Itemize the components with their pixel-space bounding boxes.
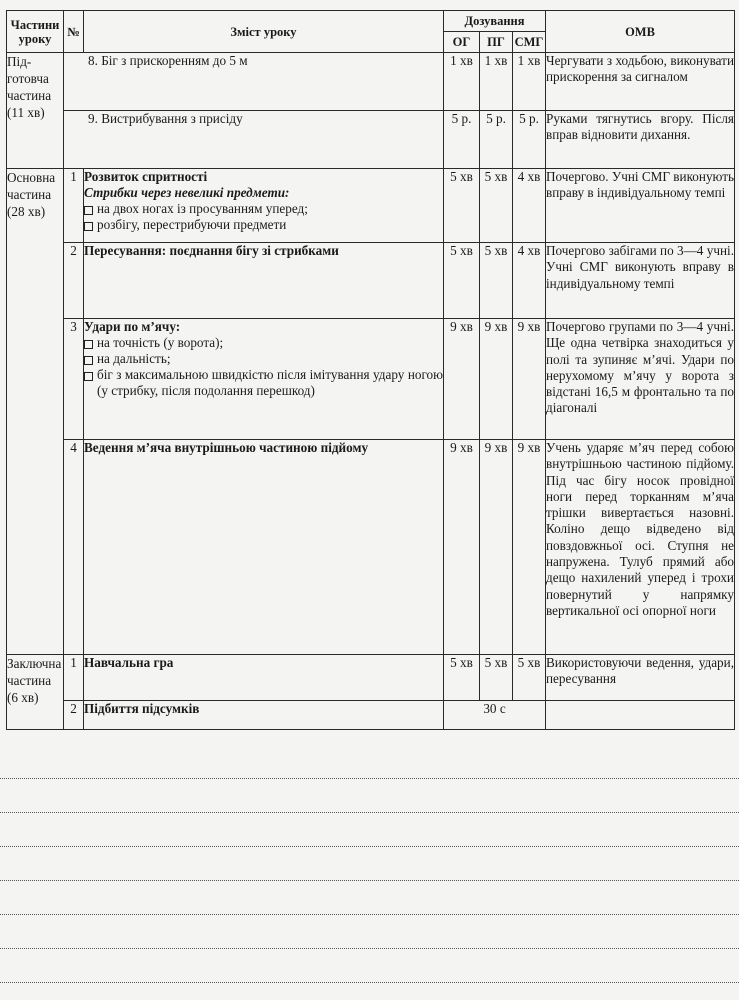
- note-line: [0, 948, 739, 949]
- row-number: 3: [64, 319, 84, 440]
- dose-pg: 5 хв: [480, 169, 513, 243]
- dose-og: 9 хв: [444, 319, 480, 440]
- section-final: Заключна частина (6 хв): [7, 655, 64, 730]
- omv-note: Учень ударяє м’яч перед собою внутрішньою частиною підйому. Під час бігу носок провідної ноги перед торканням м’яча трішки вивертається назовні. Коліно дещо відведено від повздовжньої осі. Ступня не напружена. Тулуб прямий або дещо нахилений уперед і трохи повернутий у напрямку вертикальної осі опорної ноги: [546, 440, 735, 655]
- row-number: 1: [64, 655, 84, 701]
- list-item: розбігу, перестрибуючи предмети: [84, 217, 443, 233]
- dose-pg: 9 хв: [480, 440, 513, 655]
- dose-pg: 9 хв: [480, 319, 513, 440]
- header-parts: Частини уроку: [7, 11, 64, 53]
- dose-smg: 4 хв: [513, 169, 546, 243]
- row-number: 2: [64, 243, 84, 319]
- header-pg: ПГ: [480, 32, 513, 53]
- header-og: ОГ: [444, 32, 480, 53]
- table-row: [7, 169, 735, 243]
- table-row: [7, 243, 735, 319]
- dose-smg: 9 хв: [513, 440, 546, 655]
- row-title: Удари по м’ячу:: [84, 319, 181, 334]
- dose-pg: 1 хв: [480, 53, 513, 111]
- list-item: на двох ногах із просуванням уперед;: [84, 201, 443, 217]
- dose-combined: 30 с: [444, 701, 546, 730]
- section-main: Основна частина (28 хв): [7, 169, 64, 655]
- note-line: [0, 846, 739, 847]
- omv-note: Почергово групами по 3—4 учні. Ще одна четвірка знаходиться у полі та зупиняє м’ячі. Удари по нерухомому м’ячу у ворота з відстані 16,5 м фронтально та по діагоналі: [546, 319, 735, 440]
- section-prep: Підготовча частина (11 хв): [7, 53, 64, 169]
- dose-pg: 5 хв: [480, 243, 513, 319]
- row-title: 9. Вистрибування з присіду: [64, 111, 444, 169]
- list-item: на точність (у ворота);: [84, 335, 443, 351]
- dose-smg: 4 хв: [513, 243, 546, 319]
- dose-og: 1 хв: [444, 53, 480, 111]
- table-row: [7, 701, 735, 730]
- omv-note: [546, 701, 735, 730]
- checkbox-square-icon: [84, 372, 93, 381]
- row-number: 2: [64, 701, 84, 730]
- checkbox-square-icon: [84, 340, 93, 349]
- header-content: Зміст уроку: [84, 11, 444, 53]
- table-row: [7, 53, 735, 111]
- list-item: на дальність;: [84, 351, 443, 367]
- row-title: Ведення м’яча внутрішньою частиною підйому: [84, 440, 444, 655]
- dose-og: 5 хв: [444, 243, 480, 319]
- dose-smg: 1 хв: [513, 53, 546, 111]
- row-title: Навчальна гра: [84, 655, 444, 701]
- checkbox-square-icon: [84, 222, 93, 231]
- dose-og: 5 хв: [444, 169, 480, 243]
- row-title: Розвиток спритності: [84, 169, 208, 184]
- note-line: [0, 812, 739, 813]
- table-row: [7, 655, 735, 701]
- dose-smg: 5 хв: [513, 655, 546, 701]
- note-line: [0, 880, 739, 881]
- omv-note: Чергувати з ходьбою, виконувати прискорення за сигналом: [546, 53, 735, 111]
- omv-note: Почергово. Учні СМГ виконують вправу в індивідуальному темпі: [546, 169, 735, 243]
- checkbox-square-icon: [84, 206, 93, 215]
- omv-note: Використовуючи ведення, удари, пересування: [546, 655, 735, 701]
- row-title: 8. Біг з прискоренням до 5 м: [64, 53, 444, 111]
- row-subtitle: Стрибки через невеликі предмети:: [84, 185, 290, 200]
- row-number: 4: [64, 440, 84, 655]
- note-line: [0, 778, 739, 779]
- row-title: Пересування: поєднання бігу зі стрибками: [84, 243, 444, 319]
- note-line: [0, 914, 739, 915]
- dose-og: 9 хв: [444, 440, 480, 655]
- dose-pg: 5 хв: [480, 655, 513, 701]
- list-item: біг з максимальною швидкістю після імітування удару ногою (у стрибку, після подолання перешкод): [84, 367, 443, 399]
- header-omv: ОМВ: [546, 11, 735, 53]
- dose-pg: 5 р.: [480, 111, 513, 169]
- dose-smg: 5 р.: [513, 111, 546, 169]
- row-title: Підбиття підсумків: [84, 701, 444, 730]
- header-dosage: Дозування: [444, 11, 546, 32]
- dose-og: 5 р.: [444, 111, 480, 169]
- omv-note: Руками тягнутись вгору. Після вправ відновити дихання.: [546, 111, 735, 169]
- note-line: [0, 982, 739, 983]
- header-smg: СМГ: [513, 32, 546, 53]
- table-row: [7, 319, 735, 440]
- row-number: 1: [64, 169, 84, 243]
- table-row: [7, 111, 735, 169]
- table-row: [7, 440, 735, 655]
- header-num: №: [64, 11, 84, 53]
- dose-og: 5 хв: [444, 655, 480, 701]
- omv-note: Почергово забігами по 3—4 учні. Учні СМГ виконують вправу в індивідуальному темпі: [546, 243, 735, 319]
- lesson-plan-table: [6, 10, 735, 730]
- dose-smg: 9 хв: [513, 319, 546, 440]
- checkbox-square-icon: [84, 356, 93, 365]
